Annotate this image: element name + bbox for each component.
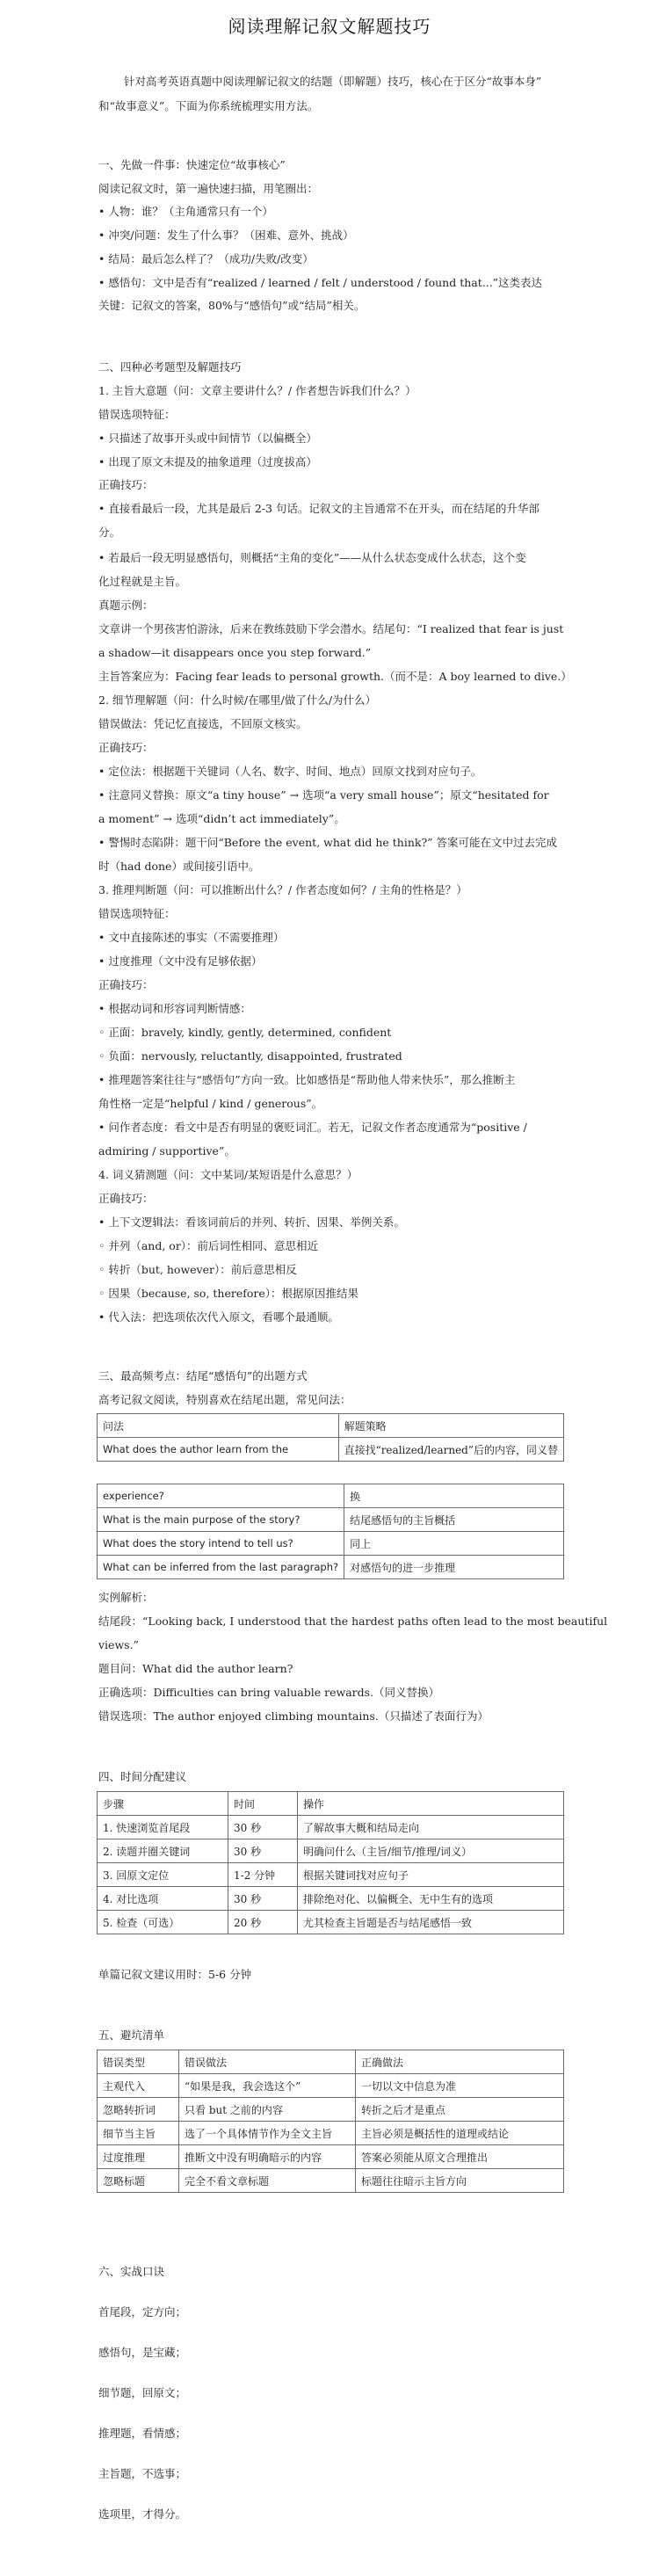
q3-right-3a: • 问作者态度：看文中是否有明显的褒贬词汇。若无，记叙文作者态度通常为“positive / (98, 1120, 527, 1136)
table-cell: What does the author learn from the (98, 1438, 339, 1462)
table-row (98, 2169, 564, 2193)
table-header-cell: 错误类型 (98, 2050, 179, 2074)
table-cell: 对感悟句的进一步推理 (344, 1556, 564, 1579)
intro-line-1: 针对高考英语真题中阅读理解记叙文的结题（即解题）技巧，核心在于区分“故事本身” (124, 75, 542, 88)
q3-wrong-item: • 过度推理（文中没有足够依据） (98, 954, 262, 969)
table-row (98, 2145, 564, 2169)
section-3-lead: 高考记叙文阅读，特别喜欢在结尾出题，常见问法： (98, 1393, 351, 1406)
table-cell: 1-2 分钟 (228, 1863, 298, 1887)
mnemonic-line: 主旨题，不选事； (98, 2467, 187, 2480)
section-1-item: • 冲突/问题：发生了什么事？（困难、意外、挑战） (98, 228, 354, 243)
q3-wrong-item: • 文中直接陈述的事实（不需要推理） (98, 930, 284, 946)
table-row (98, 1839, 564, 1863)
q1-right-label: 正确技巧： (98, 478, 154, 491)
section-2-heading: 二、四种必考题型及解题技巧 (98, 360, 242, 374)
question-pattern-table-2 (97, 1484, 564, 1579)
section-1-item: • 感悟句：文中是否有“realized / learned / felt / understood / found that...”这类表达 (98, 275, 542, 291)
table-cell: What is the main purpose of the story? (98, 1508, 344, 1532)
q3-right-2b: 角性格一定是“helpful / kind / generous”。 (98, 1097, 323, 1110)
table-cell: 直接找“realized/learned”后的内容，同义替 (338, 1438, 563, 1462)
table-cell: 30 秒 (228, 1816, 298, 1839)
q2-wrong: 错误做法：凭记忆直接选，不回原文核实。 (98, 717, 308, 730)
table-cell: 选了一个具体情节作为全文主旨 (179, 2122, 356, 2145)
table-header-cell: 错误做法 (179, 2050, 356, 2074)
table-header-cell: 操作 (298, 1792, 564, 1816)
mnemonic-line: 首尾段，定方向； (98, 2305, 187, 2318)
table-cell: 答案必须能从原文合理推出 (356, 2145, 564, 2169)
table-cell: 2. 读题并圈关键词 (98, 1839, 228, 1863)
table-header-cell: 问法 (98, 1414, 339, 1438)
table-cell: 30 秒 (228, 1839, 298, 1863)
mnemonic-line: 细节题，回原文； (98, 2386, 187, 2399)
mnemonic-line: 选项里，才得分。 (98, 2507, 187, 2521)
q3-wrong-label: 错误选项特征： (98, 907, 176, 920)
table-cell: 根据关键词找对应句子 (298, 1863, 564, 1887)
q3-right-2a: • 推理题答案往往与“感悟句”方向一致。比如感悟是“帮助他人带来快乐”，那么推断主 (98, 1072, 515, 1088)
q3-negative: ◦ 负面：nervously, reluctantly, disappointed, frustrated (98, 1049, 402, 1064)
table-row (98, 1816, 564, 1839)
q3-right-1: • 根据动词和形容词判断情感： (98, 1001, 251, 1017)
table-cell: 换 (344, 1484, 564, 1508)
table-cell: 只看 but 之前的内容 (179, 2098, 356, 2122)
q1-wrong-item: • 出现了原文未提及的抽象道理（过度拔高） (98, 454, 317, 470)
q3-title: 3. 推理判断题（问：可以推断出什么？/ 作者态度如何？/ 主角的性格是？） (98, 883, 467, 896)
section-3-example-2: views.” (98, 1638, 139, 1651)
table-cell: 细节当主旨 (98, 2122, 179, 2145)
table-cell: 主观代入 (98, 2074, 179, 2098)
table-cell: 4. 对比选项 (98, 1887, 228, 1911)
time-note: 单篇记叙文建议用时：5-6 分钟 (98, 1968, 252, 1981)
q2-right-2a: • 注意同义替换：原文“a tiny house” → 选项“a very small house”；原文“hesitated for (98, 787, 549, 803)
q1-right-2a: • 若最后一段无明显感悟句，则概括“主角的变化”——从什么状态变成什么状态，这个变 (98, 550, 526, 566)
table-header-row (98, 1792, 564, 1816)
table-row (98, 1438, 564, 1462)
q1-example-label: 真题示例： (98, 599, 154, 612)
table-cell: “如果是我，我会选这个” (179, 2074, 356, 2098)
table-cell: experience? (98, 1484, 344, 1508)
section-3-example-5: 错误选项：The author enjoyed climbing mountains.（只描述了表面行为） (98, 1709, 489, 1723)
table-row (98, 1508, 564, 1532)
table-cell: 1. 快速浏览首尾段 (98, 1816, 228, 1839)
q3-right-label: 正确技巧： (98, 978, 154, 991)
table-cell: 标题往往暗示主旨方向 (356, 2169, 564, 2193)
section-3-example-4: 正确选项：Difficulties can bring valuable rewards.（同义替换） (98, 1686, 440, 1699)
table-header-row (98, 1414, 564, 1438)
table-row (98, 1484, 564, 1508)
table-cell: What can be inferred from the last paragraph? (98, 1556, 344, 1579)
table-header-cell: 时间 (228, 1792, 298, 1816)
q4-title: 4. 词义猜测题（问：文中某词/某短语是什么意思？） (98, 1168, 358, 1181)
table-cell: 同上 (344, 1532, 564, 1556)
table-cell: 排除绝对化、以偏概全、无中生有的选项 (298, 1887, 564, 1911)
section-1-heading: 一、先做一件事：快速定位“故事核心” (98, 158, 286, 171)
table-header-cell: 解题策略 (338, 1414, 563, 1438)
mnemonic-line: 感悟句，是宝藏； (98, 2346, 187, 2359)
q1-wrong-label: 错误选项特征： (98, 408, 176, 421)
table-row (98, 1911, 564, 1934)
q1-right-1a: • 直接看最后一段，尤其是最后 2-3 句话。记叙文的主旨通常不在开头，而在结尾的升华部 (98, 501, 540, 517)
table-row (98, 1863, 564, 1887)
q1-right-1b: 分。 (98, 526, 121, 539)
table-row (98, 2074, 564, 2098)
table-row (98, 1887, 564, 1911)
q4-right-1: • 上下文逻辑法：看该词前后的并列、转折、因果、举例关系。 (98, 1215, 405, 1230)
q2-right-3a: • 警惕时态陷阱：题干问“Before the event, what did he think?” 答案可能在文中过去完成 (98, 835, 557, 851)
section-1-key: 关键：记叙文的答案，80%与“感悟句”或“结局”相关。 (98, 299, 366, 312)
table-cell: 了解故事大概和结局走向 (298, 1816, 564, 1839)
table-cell: 主旨必须是概括性的道理或结论 (356, 2122, 564, 2145)
table-cell: 推断文中没有明确暗示的内容 (179, 2145, 356, 2169)
section-1-lead: 阅读记叙文时，第一遍快速扫描，用笔圈出： (98, 182, 319, 195)
q2-right-2b: a moment” → 选项“didn’t act immediately”。 (98, 812, 345, 825)
table-cell: 3. 回原文定位 (98, 1863, 228, 1887)
table-row (98, 1556, 564, 1579)
table-header-cell: 步骤 (98, 1792, 228, 1816)
table-header-row (98, 2050, 564, 2074)
section-3-example-1: 结尾段：“Looking back, I understood that the hardest paths often lead to the most beautiful (98, 1615, 608, 1628)
question-pattern-table-1 (97, 1413, 564, 1462)
section-3-heading: 三、最高频考点：结尾“感悟句”的出题方式 (98, 1369, 308, 1382)
pitfall-table (97, 2050, 564, 2193)
table-cell: 完全不看文章标题 (179, 2169, 356, 2193)
document-title: 阅读理解记叙文解题技巧 (228, 16, 431, 37)
table-row (98, 2098, 564, 2122)
table-cell: 一切以文中信息为准 (356, 2074, 564, 2098)
table-cell: 忽略转折词 (98, 2098, 179, 2122)
table-row (98, 1532, 564, 1556)
table-cell: What does the story intend to tell us? (98, 1532, 344, 1556)
section-3-example-3: 题目问：What did the author learn? (98, 1662, 293, 1675)
table-cell: 忽略标题 (98, 2169, 179, 2193)
section-1-item: • 结局：最后怎么样了？（成功/失败/改变） (98, 251, 314, 267)
section-4-heading: 四、时间分配建议 (98, 1770, 187, 1783)
table-cell: 结尾感悟句的主旨概括 (344, 1508, 564, 1532)
q2-right-1: • 定位法：根据题干关键词（人名、数字、时间、地点）回原文找到对应句子。 (98, 764, 482, 780)
q4-right-5: • 代入法：把选项依次代入原文，看哪个最通顺。 (98, 1310, 339, 1325)
table-cell: 30 秒 (228, 1887, 298, 1911)
q3-positive: ◦ 正面：bravely, kindly, gently, determined, confident (98, 1025, 391, 1041)
q3-right-3b: admiring / supportive”。 (98, 1144, 235, 1157)
q2-title: 2. 细节理解题（问：什么时候/在哪里/做了什么/为什么） (98, 693, 377, 707)
section-6-heading: 六、实战口诀 (98, 2265, 165, 2278)
q1-right-2b: 化过程就是主旨。 (98, 575, 187, 588)
q1-example-3: 主旨答案应为：Facing fear leads to personal growth.（而不是：A boy learned to dive.） (98, 670, 572, 683)
intro-line-2: 和“故事意义”。下面为你系统梳理实用方法。 (98, 99, 319, 112)
section-1-item: • 人物：谁？（主角通常只有一个） (98, 204, 273, 220)
q2-right-label: 正确技巧： (98, 741, 154, 754)
q1-wrong-item: • 只描述了故事开头或中间情节（以偏概全） (98, 431, 317, 446)
q4-right-4: ◦ 因果（because, so, therefore）：根据原因推结果 (98, 1286, 358, 1302)
table-cell: 尤其检查主旨题是否与结尾感悟一致 (298, 1911, 564, 1934)
table-cell: 明确问什么（主旨/细节/推理/词义） (298, 1839, 564, 1863)
table-cell: 过度推理 (98, 2145, 179, 2169)
q1-title: 1. 主旨大意题（问：文章主要讲什么？/ 作者想告诉我们什么？） (98, 384, 416, 397)
table-cell: 20 秒 (228, 1911, 298, 1934)
time-allocation-table (97, 1791, 564, 1934)
q2-right-3b: 时（had done）或间接引语中。 (98, 860, 260, 873)
table-row (98, 2122, 564, 2145)
q1-example-2: a shadow—it disappears once you step forward.” (98, 646, 372, 659)
q4-right-2: ◦ 并列（and, or）：前后词性相同、意思相近 (98, 1238, 318, 1254)
q1-example-1: 文章讲一个男孩害怕游泳，后来在教练鼓励下学会潜水。结尾句：“I realized that fear is just (98, 622, 564, 635)
mnemonic-line: 推理题，看情感； (98, 2427, 187, 2440)
q4-right-3: ◦ 转折（but, however）：前后意思相反 (98, 1262, 297, 1278)
section-3-example-label: 实例解析： (98, 1591, 154, 1604)
table-cell: 5. 检查（可选） (98, 1911, 228, 1934)
section-5-heading: 五、避坑清单 (98, 2028, 165, 2042)
table-cell: 转折之后才是重点 (356, 2098, 564, 2122)
q4-right-label: 正确技巧： (98, 1192, 154, 1205)
table-header-cell: 正确做法 (356, 2050, 564, 2074)
